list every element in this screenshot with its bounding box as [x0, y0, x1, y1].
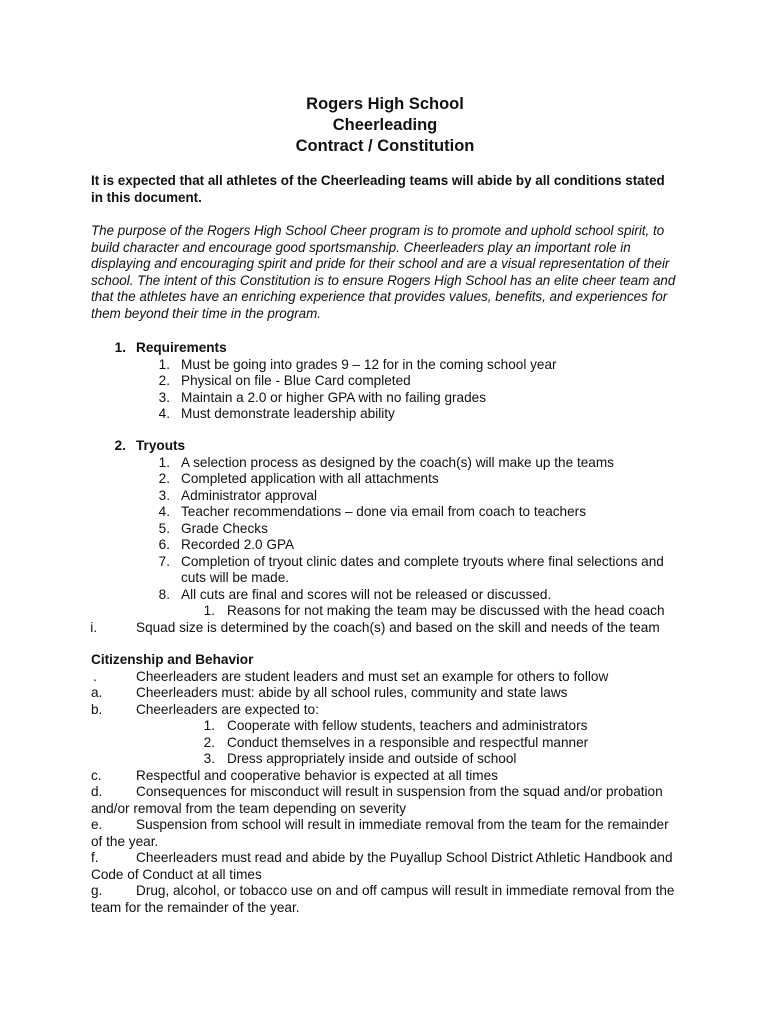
item-text: Teacher recommendations – done via email from coach to teachers	[181, 504, 586, 519]
item-text: Suspension from school will result in immediate removal from the team for the remainder of the year.	[91, 817, 669, 849]
item-text: Squad size is determined by the coach(s) and based on the skill and needs of the team	[136, 619, 660, 635]
item-text: Drug, alcohol, or tobacco use on and off campus will result in immediate removal from the team for the remainder of the year.	[91, 883, 675, 915]
item-number: 1.	[158, 454, 170, 470]
item-text: Reasons for not making the team may be discussed with the head coach	[227, 603, 665, 618]
list-item	[91, 850, 681, 883]
item-text: Dress appropriately inside and outside of school	[227, 751, 517, 766]
item-mark: c.	[91, 767, 102, 783]
list-item	[0, 488, 770, 505]
item-number: 8.	[158, 586, 170, 602]
item-text: Physical on file - Blue Card completed	[181, 373, 411, 388]
sub-list-item	[91, 751, 681, 768]
requirements-section	[0, 340, 770, 423]
list-item	[91, 817, 681, 850]
item-number: 3.	[158, 389, 170, 405]
tryouts-section	[0, 438, 770, 636]
list-item	[91, 669, 681, 686]
section-number: 2.	[114, 438, 126, 453]
item-mark: e.	[91, 817, 103, 832]
title-document: Contract / Constitution	[295, 137, 475, 155]
item-number: 7.	[158, 553, 170, 569]
list-item	[0, 390, 770, 407]
list-item	[91, 883, 681, 916]
roman-list-item	[0, 620, 770, 637]
item-mark: b.	[91, 701, 103, 717]
list-item	[91, 784, 681, 817]
list-item	[0, 537, 770, 554]
item-number: 4.	[158, 406, 170, 421]
item-number: i.	[90, 619, 97, 635]
item-text: Recorded 2.0 GPA	[181, 537, 295, 552]
item-number: 3.	[203, 751, 215, 766]
item-mark: .	[93, 668, 97, 684]
list-item	[91, 702, 681, 719]
list-item	[0, 471, 770, 488]
item-text: Cheerleaders are student leaders and must set an example for others to follow	[136, 668, 609, 684]
intro-statement: It is expected that all athletes of the Cheerleading teams will abide by all conditions stated in this document.	[91, 173, 665, 205]
list-item	[0, 455, 770, 472]
list-item	[0, 406, 770, 423]
sub-list-item	[0, 603, 770, 620]
item-number: 2.	[158, 471, 170, 486]
section-heading	[0, 438, 770, 455]
list-item	[0, 373, 770, 390]
item-text: Completion of tryout clinic dates and complete tryouts where final selections and cuts will be made.	[181, 553, 664, 585]
item-number: 1.	[203, 603, 215, 618]
section-title: Citizenship and Behavior	[91, 652, 254, 667]
item-text: Grade Checks	[181, 520, 268, 536]
section-number: 1.	[114, 340, 126, 355]
list-item	[0, 521, 770, 538]
item-text: Respectful and cooperative behavior is expected at all times	[136, 767, 498, 783]
item-text: Consequences for misconduct will result in suspension from the squad and/or probation and/or removal from the team depending on severity	[91, 784, 663, 816]
item-mark: g.	[91, 883, 103, 898]
title-program: Cheerleading	[332, 116, 438, 134]
item-text: Administrator approval	[181, 487, 317, 503]
document-title	[0, 94, 770, 157]
section-title: Requirements	[136, 340, 227, 355]
item-text: Must demonstrate leadership ability	[181, 406, 395, 421]
sub-list-item	[91, 735, 681, 752]
item-number: 1.	[158, 356, 170, 372]
item-number: 5.	[158, 520, 170, 536]
purpose-paragraph: The purpose of the Rogers High School Cheer program is to promote and uphold school spirit, to build character and encourage good sportsmanship. Cheerleaders play an important role in displaying and encouraging spirit and pride for their school and are a visual representation of their school. The intent of this Constitution is to ensure Rogers High School has an elite cheer team and that the athletes have an enriching experience that provides values, benefits, and experiences for them beyond their time in the program.	[91, 223, 676, 321]
item-number: 3.	[158, 487, 170, 503]
list-item	[91, 685, 681, 702]
list-item	[0, 357, 770, 374]
item-text: Cheerleaders are expected to:	[136, 701, 319, 717]
section-heading	[0, 340, 770, 357]
citizenship-section	[91, 652, 681, 916]
sub-list-item	[91, 718, 681, 735]
list-item	[0, 504, 770, 521]
item-number: 2.	[158, 373, 170, 388]
item-text: Conduct themselves in a responsible and respectful manner	[227, 734, 589, 750]
list-item	[0, 554, 770, 587]
item-text: A selection process as designed by the coach(s) will make up the teams	[181, 454, 614, 470]
item-number: 1.	[203, 718, 215, 733]
item-mark: f.	[91, 850, 99, 865]
section-title: Tryouts	[136, 438, 186, 453]
list-item	[0, 587, 770, 604]
item-number: 6.	[158, 537, 170, 552]
item-number: 2.	[203, 734, 215, 750]
list-item	[91, 768, 681, 785]
item-text: All cuts are final and scores will not be released or discussed.	[181, 586, 552, 602]
item-text: Must be going into grades 9 – 12 for in the coming school year	[181, 356, 557, 372]
item-text: Maintain a 2.0 or higher GPA with no failing grades	[181, 389, 487, 405]
item-mark: a.	[91, 685, 103, 700]
item-text: Cooperate with fellow students, teachers and administrators	[227, 718, 588, 733]
item-text: Completed application with all attachments	[181, 471, 439, 486]
item-text: Cheerleaders must: abide by all school rules, community and state laws	[136, 685, 568, 700]
item-mark: d.	[91, 784, 103, 799]
item-number: 4.	[158, 504, 170, 519]
item-text: Cheerleaders must read and abide by the Puyallup School District Athletic Handbook and Code of Conduct at all times	[91, 850, 673, 882]
title-school: Rogers High School	[306, 95, 464, 113]
